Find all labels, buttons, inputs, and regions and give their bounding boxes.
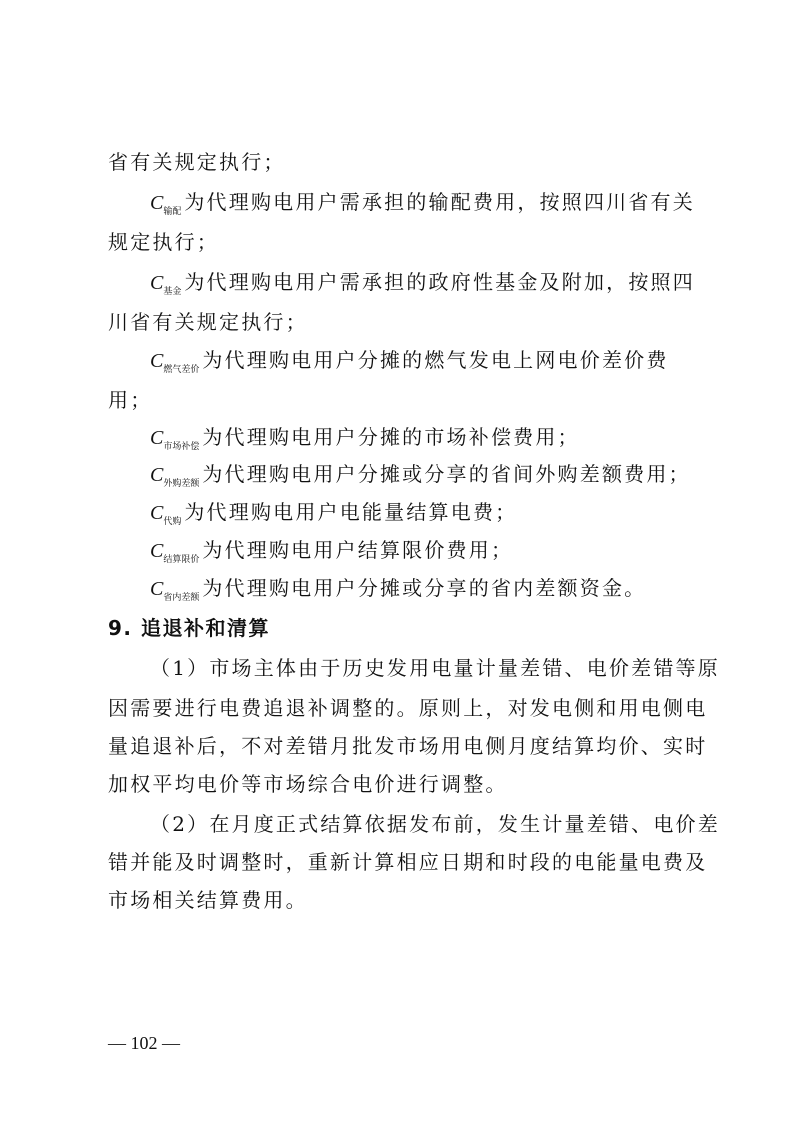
paragraph2-line: 错并能及时调整时，重新计算相应日期和时段的电能量电费及 — [108, 850, 708, 874]
definition-text: 为代理购电用户分摊或分享的省间外购差额费用； — [202, 462, 691, 486]
definition-continuation: 规定执行； — [108, 230, 219, 254]
cost-symbol: C — [150, 350, 164, 372]
definition-text: 为代理购电用户需承担的输配费用，按照四川省有关 — [184, 190, 695, 214]
paragraph1-line: 量追退补后，不对差错月批发市场用电侧月度结算均价、实时 — [108, 734, 708, 758]
definition-agency-purchase — [150, 497, 740, 532]
cost-symbol: C — [150, 272, 164, 294]
definition-gas-price-diff — [150, 345, 740, 380]
cost-symbol: C — [150, 502, 164, 524]
opening-line: 省有关规定执行； — [108, 150, 286, 174]
definition-text: 为代理购电用户分摊的燃气发电上网电价差价费 — [202, 348, 669, 372]
paragraph1-line: （1）市场主体由于历史发用电量计量差错、电价差错等原 — [150, 656, 720, 680]
cost-symbol: C — [150, 192, 164, 214]
definition-text: 为代理购电用户分摊的市场补偿费用； — [202, 425, 580, 449]
definition-continuation: 川省有关规定执行； — [108, 310, 308, 334]
definition-text: 为代理购电用户需承担的政府性基金及附加，按照四 — [184, 270, 695, 294]
cost-symbol: C — [150, 464, 164, 486]
cost-subscript: 输配 — [163, 207, 182, 217]
cost-symbol: C — [150, 427, 164, 449]
definition-fund — [150, 267, 740, 302]
cost-subscript: 燃气差价 — [163, 365, 200, 375]
page-number: — 102 — — [108, 1033, 180, 1053]
paragraph1-line: 加权平均电价等市场综合电价进行调整。 — [108, 772, 508, 796]
cost-subscript: 结算限价 — [163, 555, 200, 565]
cost-symbol: C — [150, 578, 164, 600]
definition-text: 为代理购电用户电能量结算电费； — [184, 500, 518, 524]
cost-subscript: 市场补偿 — [163, 442, 200, 452]
paragraph2-line: （2）在月度正式结算依据发布前，发生计量差错、电价差 — [150, 812, 720, 836]
paragraph1-line: 因需要进行电费追退补调整的。原则上，对发电侧和用电侧电 — [108, 696, 708, 720]
cost-subscript: 省内差额 — [163, 593, 200, 603]
cost-subscript: 外购差额 — [163, 479, 200, 489]
paragraph2-line: 市场相关结算费用。 — [108, 888, 308, 912]
definition-market-compensation — [150, 422, 740, 457]
definition-text: 为代理购电用户结算限价费用； — [202, 538, 514, 562]
cost-subscript: 基金 — [163, 287, 182, 297]
definition-settlement-limit — [150, 535, 740, 570]
definition-text: 为代理购电用户分摊或分享的省内差额资金。 — [202, 576, 647, 600]
cost-symbol: C — [150, 540, 164, 562]
definition-continuation: 用； — [108, 388, 153, 412]
definition-provincial-difference — [150, 573, 740, 608]
cost-subscript: 代购 — [163, 517, 182, 527]
definition-external-purchase — [150, 459, 740, 494]
definition-transmission — [150, 187, 740, 222]
section-heading: 9. 追退补和清算 — [108, 616, 270, 640]
